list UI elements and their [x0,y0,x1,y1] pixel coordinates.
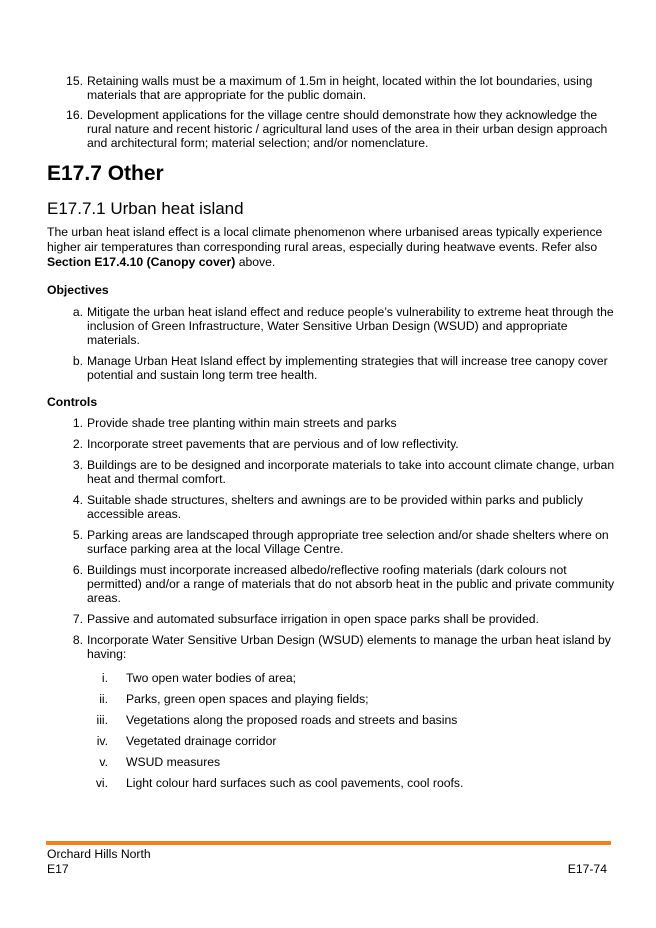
list-item [47,305,617,347]
sublist-text: Vegetations along the proposed roads and streets and basins [126,713,458,727]
list-item [47,493,617,521]
intro-text: The urban heat island effect is a local climate phenomenon where urbanised areas typically experience higher air temperatures than corresponding rural areas, especially during heatwave events. Refer also [47,225,603,254]
list-number: 1. [72,416,83,430]
objectives-list [47,305,617,382]
subsection-title: E17.7.1 Urban heat island [47,199,244,218]
list-text: Mitigate the urban heat island effect and reduce people’s vulnerability to extreme heat through the inclusion of Green Infrastructure, Water Sensitive Urban Design (WSUD) and appropriate materials. [87,305,614,347]
roman-numeral: ii. [99,692,108,706]
list-number: 4. [72,493,83,507]
list-number: 15. [66,74,83,88]
list-item [47,74,617,102]
list-number: 7. [72,612,83,626]
list-item [47,633,617,661]
list-item [47,612,617,626]
footer-rule [46,841,611,845]
sublist-text: WSUD measures [126,755,221,769]
list-item [47,528,617,556]
roman-numeral: iv. [96,734,108,748]
sublist-text: Vegetated drainage corridor [126,734,277,748]
footer-section: E17 [47,862,69,876]
intro-tail: above. [235,255,276,269]
list-text: Incorporate Water Sensitive Urban Design (WSUD) elements to manage the urban heat island by having: [87,633,611,661]
section-title: E17.7 Other [47,162,164,185]
roman-numeral: i. [101,671,108,685]
list-item [47,416,617,430]
list-item [47,563,617,605]
list-text: Buildings must incorporate increased albedo/reflective roofing materials (dark colours not permitted) and/or a range of materials that do not absorb heat in the public and private community areas. [87,563,615,605]
list-text: Manage Urban Heat Island effect by implementing strategies that will increase tree canopy cover potential and sustain long term tree health. [87,354,608,382]
section-reference: Section E17.4.10 (Canopy cover) [47,255,236,269]
page-number: E17-74 [567,862,607,876]
list-text: Suitable shade structures, shelters and awnings are to be provided within parks and publicly accessible areas. [87,493,583,521]
list-number: 3. [72,458,83,472]
list-text: Incorporate street pavements that are pervious and of low reflectivity. [87,437,459,451]
list-text: Provide shade tree planting within main streets and parks [87,416,397,430]
list-text: Passive and automated subsurface irrigation in open space parks shall be provided. [87,612,539,626]
controls-heading: Controls [47,395,98,409]
controls-list [47,416,617,661]
continued-controls-list [47,74,617,150]
list-number: 8. [72,633,83,647]
objectives-heading: Objectives [47,283,109,297]
list-number: 16. [66,108,83,122]
roman-numeral: vi. [95,776,108,790]
intro-paragraph [47,225,617,270]
list-text: Buildings are to be designed and incorporate materials to take into account climate change, urban heat and thermal comfort. [87,458,615,486]
list-letter: b. [72,354,83,368]
list-number: 6. [72,563,83,577]
list-text: Development applications for the village centre should demonstrate how they acknowledge the rural nature and recent historic / agricultural land uses of the area in their urban design approach and architectural form; material selection; and/or nomenclature. [87,108,608,150]
sublist-text: Two open water bodies of area; [126,671,297,685]
list-number: 5. [72,528,83,542]
list-letter: a. [72,305,83,319]
list-number: 2. [72,437,83,451]
list-item [47,458,617,486]
list-text: Parking areas are landscaped through appropriate tree selection and/or shade shelters where on surface parking area at the local Village Centre. [87,528,609,556]
list-text: Retaining walls must be a maximum of 1.5m in height, located within the lot boundaries, using materials that are appropriate for the public domain. [87,74,593,102]
roman-numeral: iii. [96,713,108,727]
roman-numeral: v. [99,755,108,769]
sublist-text: Light colour hard surfaces such as cool pavements, cool roofs. [126,776,464,790]
list-item [47,108,617,150]
list-item [47,354,617,382]
sublist-text: Parks, green open spaces and playing fields; [126,692,369,706]
footer-title: Orchard Hills North [47,847,151,861]
list-item [47,437,617,451]
